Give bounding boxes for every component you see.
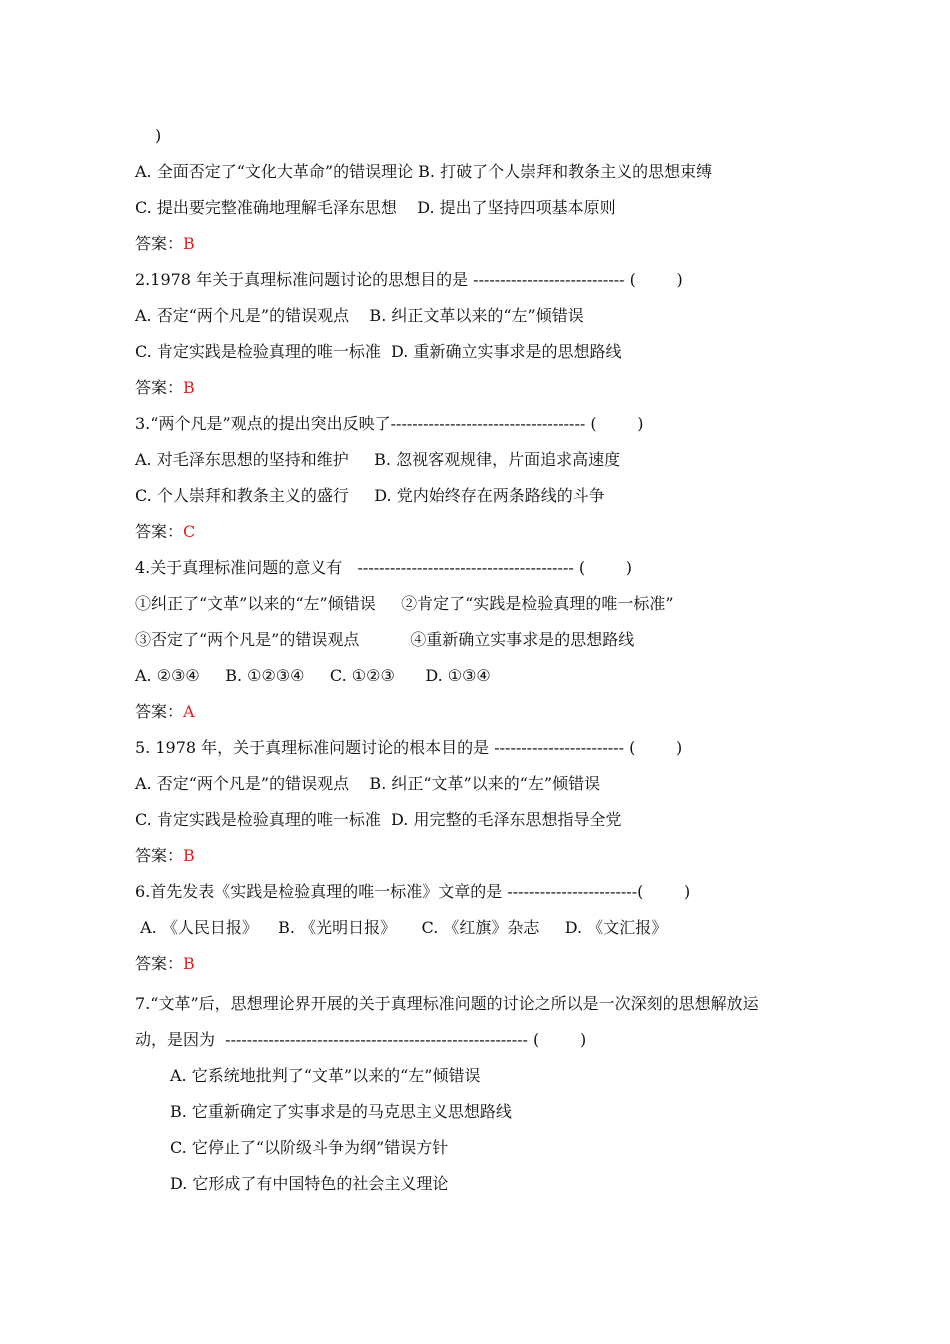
question-4-stem: 4.关于真理标准问题的意义有 ---------------------------------------- ( ) (135, 558, 633, 577)
question-1-answer (135, 234, 195, 254)
question-4-answer (135, 702, 195, 722)
question-7-option-b: B. 它重新确定了实事求是的马克思主义思想路线 (170, 1102, 512, 1121)
question-1-option-cd: C. 提出要完整准确地理解毛泽东思想 D. 提出了坚持四项基本原则 (135, 198, 616, 217)
question-7-option-a: A. 它系统地批判了“文革”以来的“左”倾错误 (170, 1066, 481, 1085)
answer-label: 答案： (135, 846, 184, 865)
question-3-answer (135, 522, 195, 542)
question-7-stem: 7.“文革”后，思想理论界开展的关于真理标准问题的讨论之所以是一次深刻的思想解放运 (135, 994, 759, 1013)
question-4-statements-12: ①纠正了“文革”以来的“左”倾错误 ②肯定了“实践是检验真理的唯一标准” (135, 594, 674, 613)
answer-value: A (183, 702, 195, 721)
answer-label: 答案： (135, 234, 184, 253)
question-2-answer (135, 378, 195, 398)
question-6-stem: 6.首先发表《实践是检验真理的唯一标准》文章的是 ------------------------( ) (135, 882, 691, 901)
question-1-paren-close: ) (155, 126, 162, 145)
answer-value: B (183, 234, 195, 253)
question-5-stem: 5. 1978 年，关于真理标准问题讨论的根本目的是 ------------------------ ( ) (135, 738, 683, 757)
question-6-options: A. 《人民日报》 B. 《光明日报》 C. 《红旗》杂志 D. 《文汇报》 (135, 918, 668, 937)
question-2-option-cd: C. 肯定实践是检验真理的唯一标准 D. 重新确立实事求是的思想路线 (135, 342, 622, 361)
question-7-option-d: D. 它形成了有中国特色的社会主义理论 (170, 1174, 449, 1193)
question-3-option-cd: C. 个人崇拜和教条主义的盛行 D. 党内始终存在两条路线的斗争 (135, 486, 605, 505)
answer-label: 答案： (135, 702, 184, 721)
question-2-stem: 2.1978 年关于真理标准问题讨论的思想目的是 ---------------------------- ( ) (135, 270, 683, 289)
question-5-answer (135, 846, 195, 866)
answer-value: B (183, 954, 195, 973)
question-7-stem-cont: 动，是因为 -------------------------------------------------------- ( ) (135, 1030, 587, 1049)
answer-label: 答案： (135, 522, 184, 541)
answer-label: 答案： (135, 954, 184, 973)
question-4-statements-34: ③否定了“两个凡是”的错误观点 ④重新确立实事求是的思想路线 (135, 630, 635, 649)
answer-label: 答案： (135, 378, 184, 397)
question-4-choices: A. ②③④ B. ①②③④ C. ①②③ D. ①③④ (135, 666, 491, 685)
answer-value: B (183, 846, 195, 865)
question-6-answer (135, 954, 195, 974)
answer-value: B (183, 378, 195, 397)
question-2-option-ab: A. 否定“两个凡是”的错误观点 B. 纠正文革以来的“左”倾错误 (135, 306, 584, 325)
question-5-option-ab: A. 否定“两个凡是”的错误观点 B. 纠正“文革”以来的“左”倾错误 (135, 774, 601, 793)
question-7-option-c: C. 它停止了“以阶级斗争为纲”错误方针 (170, 1138, 449, 1157)
question-1-option-ab: A. 全面否定了“文化大革命”的错误理论 B. 打破了个人崇拜和教条主义的思想束缚 (135, 162, 713, 181)
answer-value: C (183, 522, 196, 541)
question-5-option-cd: C. 肯定实践是检验真理的唯一标准 D. 用完整的毛泽东思想指导全党 (135, 810, 622, 829)
question-3-stem: 3.“两个凡是”观点的提出突出反映了------------------------------------ ( ) (135, 414, 644, 433)
question-3-option-ab: A. 对毛泽东思想的坚持和维护 B. 忽视客观规律，片面追求高速度 (135, 450, 621, 469)
